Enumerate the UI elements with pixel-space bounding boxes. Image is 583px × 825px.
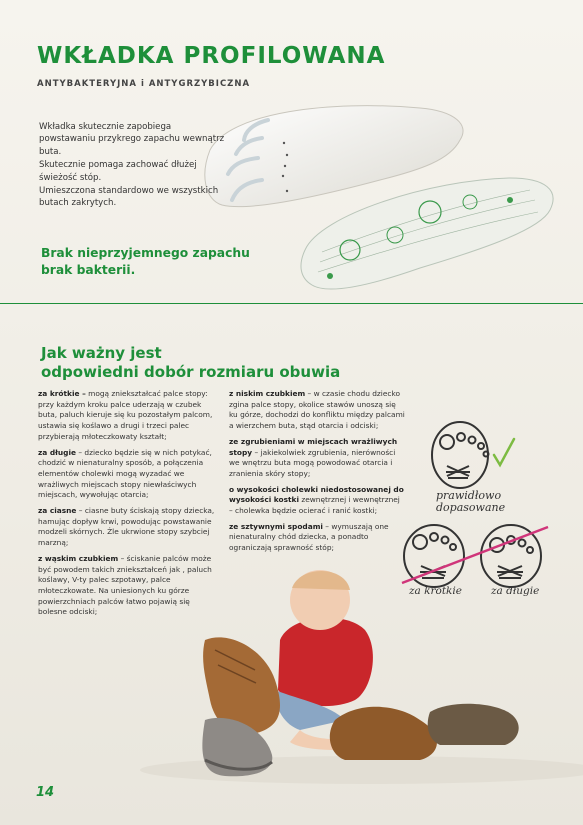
intro-paragraph: Umieszczona standardowo we wszystkich butach zakrytych. [39,186,219,209]
shoe-fit-item: z niskim czubkiem – w czasie chodu dziecko zgina palce stopy, okolice stawów unoszą się ku górze, dochodzi do konfliktu między palcami a wierzchem buta, stąd otarcia i odciski; [229,389,405,431]
slogan-line: brak bakterii. [41,263,136,277]
page-title: WKŁADKA PROFILOWANA [37,43,386,69]
section-heading-line: odpowiedni dobór rozmiaru obuwia [41,363,341,381]
section-heading-line: Jak ważny jest [41,344,162,362]
intro-paragraph: Skutecznie pomaga zachować dłużej świeżość stóp. [39,160,197,183]
too-long-label: za długie [491,585,540,597]
intro-paragraph: Wkładka skutecznie zapobiega powstawaniu przykrego zapachu wewnątrz buta. [39,122,225,157]
shoe-fit-item: ze zgrubieniami w miejscach wrażliwych stopy – jakiekolwiek zgrubienia, nierówności we wnętrzu buta mogą powodować otarcia i zranienia skóry stopy; [229,436,398,478]
page-subtitle: ANTYBAKTERYJNA i ANTYGRZYBICZNA [37,79,251,89]
page-number: 14 [36,785,55,800]
shoe-fit-item: za krótkie – mogą zniekształcać palce stopy: przy każdym kroku palce uderzają w czubek buta, paluch kieruje się ku pozostałym palcom, ustawia się koślawo a drugi i trzeci palec przybierają młoteczkowaty kształt; [38,389,213,441]
shoe-fit-item: za długie – dziecko będzie się w nich potykać, chodzić w nienaturalny sposób, a połączenia elementów cholewki mogą wyzadać we wrażliwych miejscach stopy niewłaściwych miejscach, wywołując otarcia; [38,447,212,500]
slogan-line: Brak nieprzyjemnego zapachu [41,246,250,260]
too-short-label: za krótkie [409,585,462,597]
shoe-fit-item: ze sztywnymi spodami – wymuszają one nienaturalny chód dziecka, a ponadto ograniczają sprawność stóp; [229,521,389,553]
correct-fit-label: prawidłowo dopasowane [436,489,506,514]
shoe-fit-item: z wąskim czubkiem – ściskanie palców może być powodem takich zniekształceń jak , paluch koślawy, V-ty palec szpotawy, palce młoteczkowate. Na uniesionych ku górze powierzchniach palców łatwo pojawią się bolesne odciski; [38,553,212,617]
shoe-fit-item: o wysokości cholewki niedostosowanej do wysokości kostki zewnętrznej i wewnętrznej – cholewka będzie ocierać i ranić kostki; [229,484,404,516]
shoe-fit-item: za ciasne – ciasne buty ściskają stopy dziecka, hamując dopływ krwi, powodując powstawanie modzeli skórnych. Źle ukrwione stopy szybciej marzną; [38,506,215,548]
